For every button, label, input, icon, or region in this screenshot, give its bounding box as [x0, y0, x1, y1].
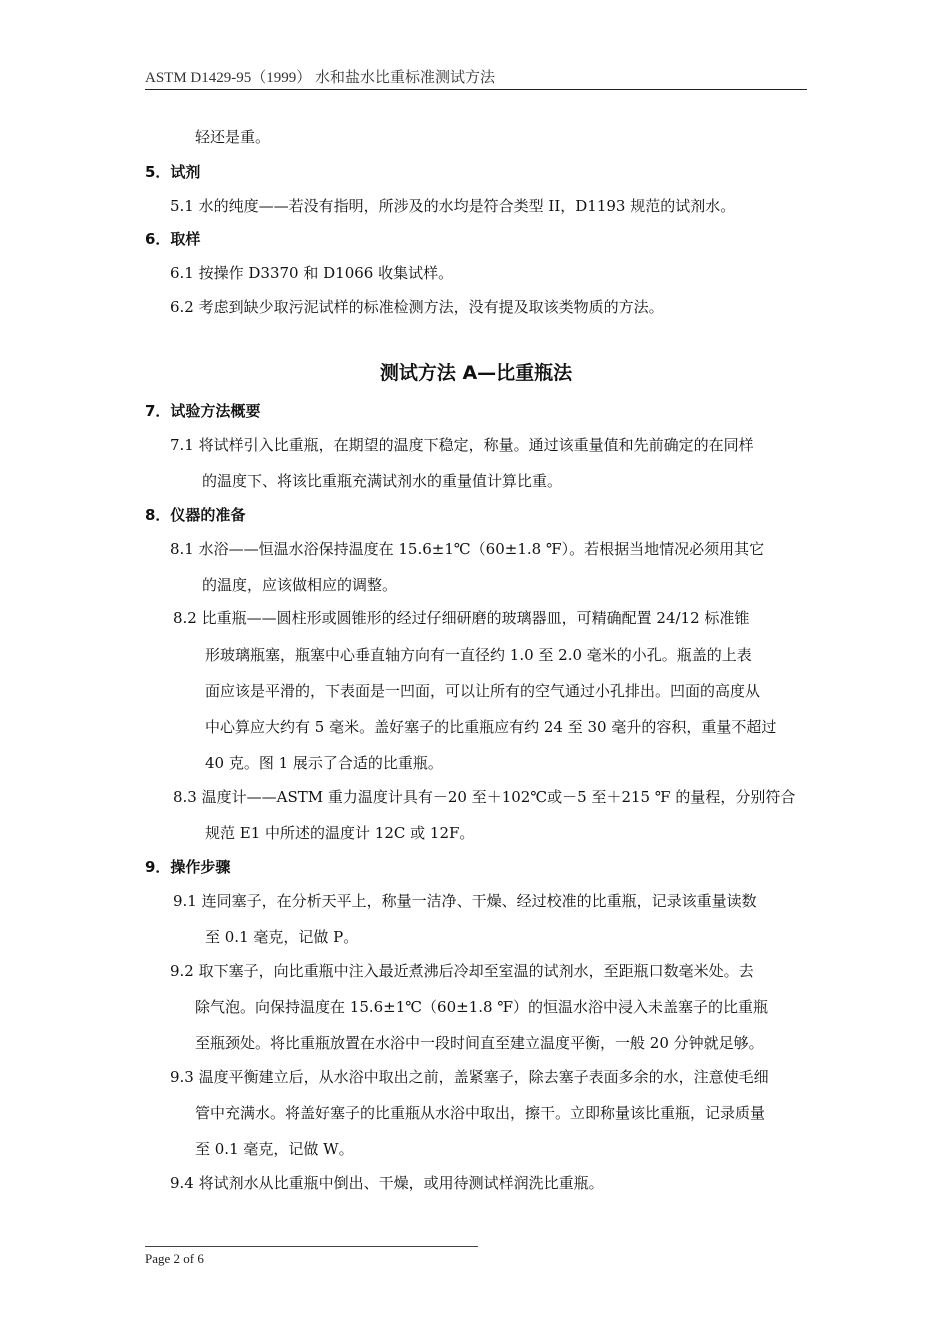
section-9-1-line-2: 至 0.1 毫克，记做 P。	[205, 928, 359, 946]
section-7-1-line-1: 7.1 将试样引入比重瓶，在期望的温度下稳定，称量。通过该重量值和先前确定的在同样	[170, 436, 754, 454]
header-divider	[145, 89, 807, 90]
section-8-1-line-2: 的温度，应该做相应的调整。	[202, 576, 398, 594]
method-a-title: 测试方法 A—比重瓶法	[379, 362, 573, 384]
section-8-2-line-3: 面应该是平滑的，下表面是一凹面，可以让所有的空气通过小孔排出。凹面的高度从	[205, 682, 761, 700]
footer-divider	[145, 1246, 478, 1247]
section-9-3-line-3: 至 0.1 毫克，记做 W。	[195, 1140, 354, 1158]
continued-text: 轻还是重。	[195, 128, 271, 146]
section-6-2: 6.2 考虑到缺少取污泥试样的标准检测方法，没有提及取该类物质的方法。	[170, 298, 664, 316]
section-8-2-line-5: 40 克。图 1 展示了合适的比重瓶。	[205, 754, 443, 772]
section-7-1-line-2: 的温度下、将该比重瓶充满试剂水的重量值计算比重。	[202, 472, 563, 490]
section-6-1: 6.1 按操作 D3370 和 D1066 收集试样。	[170, 264, 454, 282]
section-8-heading: 8．仪器的准备	[145, 506, 246, 524]
section-9-3-line-2: 管中充满水。将盖好塞子的比重瓶从水浴中取出，擦干。立即称量该比重瓶，记录质量	[195, 1104, 766, 1122]
section-9-heading: 9．操作步骤	[145, 858, 231, 876]
section-9-2-line-2: 除气泡。向保持温度在 15.6±1℃（60±1.8 ℉）的恒温水浴中浸入未盖塞子的比重瓶	[195, 998, 769, 1016]
section-5-heading: 5．试剂	[145, 163, 201, 181]
section-5-1: 5.1 水的纯度——若没有指明，所涉及的水均是符合类型 II，D1193 规范的试剂水。	[170, 197, 736, 215]
page-header: ASTM D1429-95（1999） 水和盐水比重标准测试方法	[145, 70, 496, 86]
section-8-2-line-2: 形玻璃瓶塞，瓶塞中心垂直轴方向有一直径约 1.0 至 2.0 毫米的小孔。瓶盖的上表	[205, 646, 752, 664]
section-9-1-line-1: 9.1 连同塞子，在分析天平上，称量一洁净、干燥、经过校准的比重瓶，记录该重量读数	[173, 892, 757, 910]
section-8-2-line-1: 8.2 比重瓶——圆柱形或圆锥形的经过仔细研磨的玻璃器皿，可精确配置 24/12 标准锥	[173, 609, 750, 627]
section-8-1-line-1: 8.1 水浴——恒温水浴保持温度在 15.6±1℃（60±1.8 ℉）。若根据当地情况必须用其它	[170, 540, 765, 558]
section-9-4-line-1: 9.4 将试剂水从比重瓶中倒出、干燥，或用待测试样润洗比重瓶。	[170, 1174, 604, 1192]
section-7-heading: 7．试验方法概要	[145, 402, 261, 420]
section-9-2-line-1: 9.2 取下塞子，向比重瓶中注入最近煮沸后冷却至室温的试剂水，至距瓶口数毫米处。去	[170, 962, 754, 980]
section-9-2-line-3: 至瓶颈处。将比重瓶放置在水浴中一段时间直至建立温度平衡，一般 20 分钟就足够。	[195, 1034, 764, 1052]
section-6-heading: 6．取样	[145, 230, 201, 248]
section-9-3-line-1: 9.3 温度平衡建立后，从水浴中取出之前，盖紧塞子，除去塞子表面多余的水，注意使毛细	[170, 1068, 769, 1086]
section-8-3-line-2: 规范 E1 中所述的温度计 12C 或 12F。	[205, 824, 475, 842]
section-8-2-line-4: 中心算应大约有 5 毫米。盖好塞子的比重瓶应有约 24 至 30 毫升的容积，重量不超过	[205, 718, 777, 736]
page-number: Page 2 of 6	[145, 1251, 204, 1266]
section-8-3-line-1: 8.3 温度计——ASTM 重力温度计具有－20 至＋102℃或－5 至＋215 ℉ 的量程，分别符合	[173, 788, 796, 806]
